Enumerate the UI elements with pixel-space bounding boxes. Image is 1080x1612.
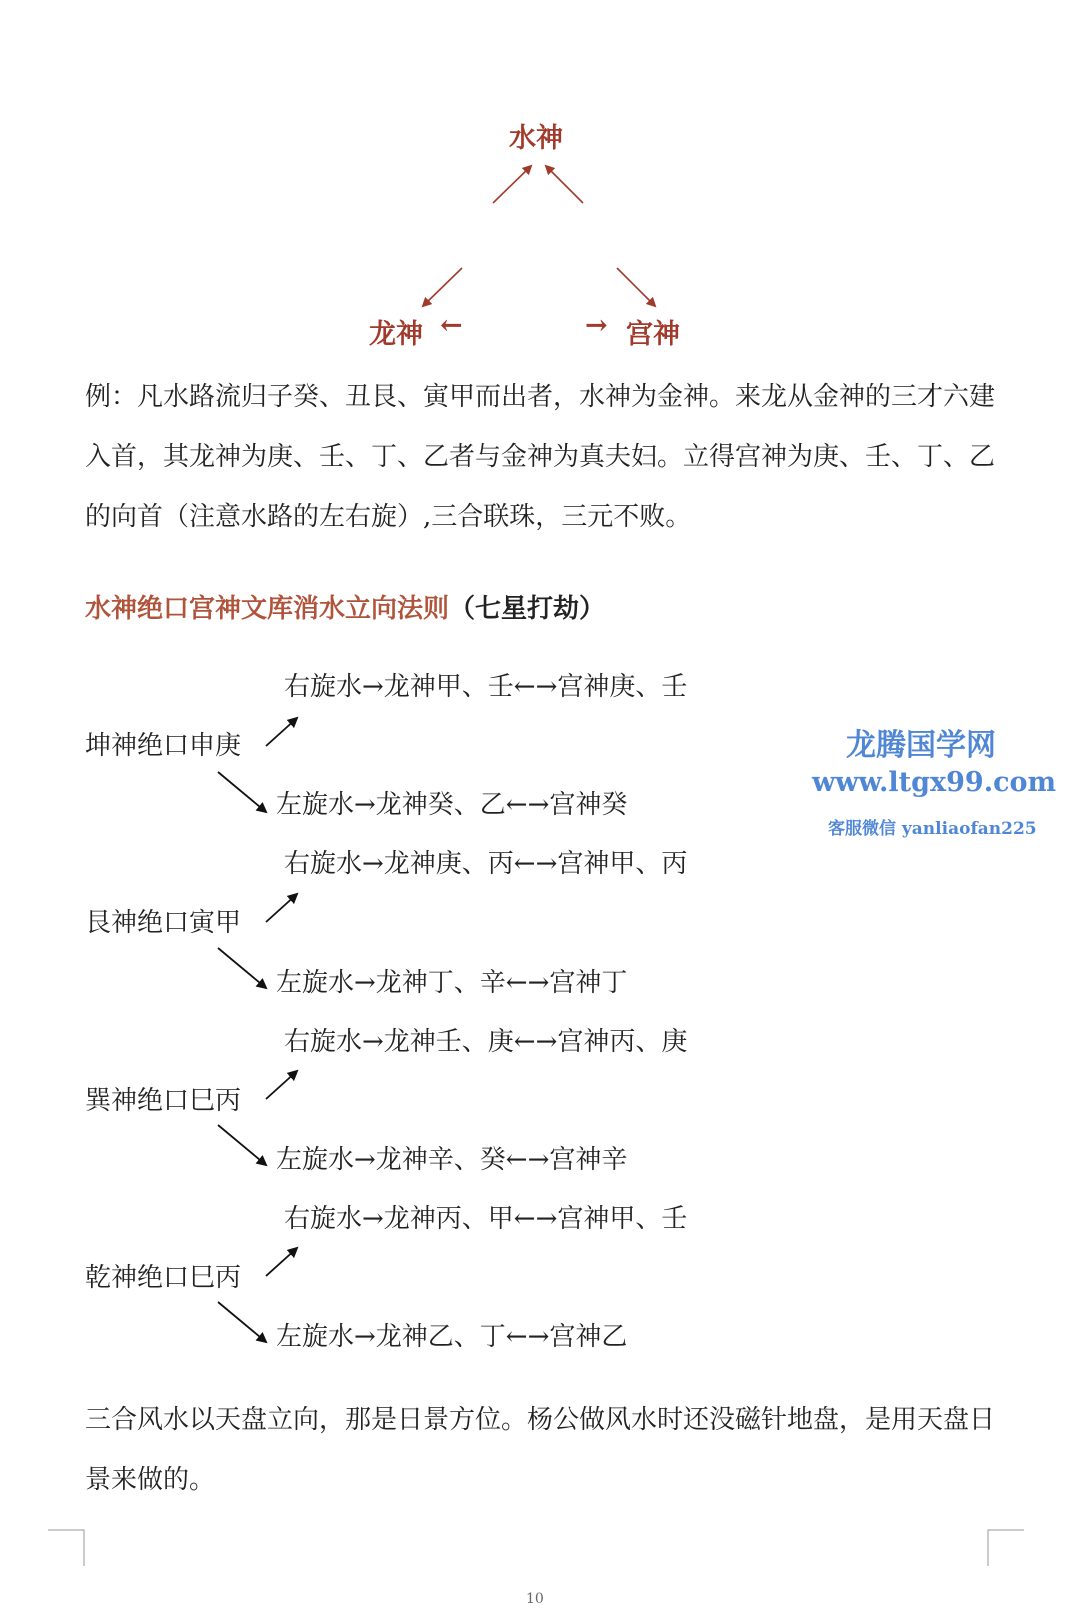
branch-down-arrow (218, 1302, 266, 1342)
rule-left-rotation: 左旋水→龙神丁、辛←→宫神丁 (276, 968, 628, 998)
diagram-top-label: 水神 (509, 123, 563, 154)
rule-origin: 巽神绝口巳丙 (85, 1086, 242, 1116)
rule-origin: 乾神绝口巳丙 (85, 1263, 242, 1293)
body-paragraph-1: 例：凡水路流归子癸、丑艮、寅甲而出者，水神为金神。来龙从金神的三才六建入首，其龙神为庚、壬、丁、乙者与金神为真夫妇。立得宫神为庚、壬、丁、乙的向首（注意水路的左右旋）,三合联珠，三元不败。 (85, 382, 996, 532)
watermark-url: www.ltgx99.com (812, 767, 1057, 798)
section-heading (85, 588, 605, 625)
section-heading-title: 水神绝口宫神文库消水立向法则 (85, 594, 450, 624)
rule-right-rotation: 右旋水→龙神壬、庚←→宫神丙、庚 (284, 1027, 688, 1057)
arrow-up-left (493, 166, 531, 203)
branch-up-arrow (266, 894, 297, 922)
diagram-right-label: 宫神 (626, 319, 680, 350)
watermark-site-name: 龙腾国学网 (846, 728, 996, 763)
diagram-left-label: 龙神 (369, 319, 423, 350)
page-number: 10 (526, 1591, 544, 1607)
diagram-left-arrow: ← (440, 310, 463, 341)
branch-down-arrow (218, 948, 266, 988)
branch-up-arrow (266, 1071, 297, 1099)
arrow-down-left (423, 268, 462, 306)
corner-mark-right (988, 1530, 1024, 1566)
rule-right-rotation: 右旋水→龙神甲、壬←→宫神庚、壬 (284, 672, 688, 702)
branch-up-arrow (266, 1248, 297, 1276)
body-paragraph-2: 三合风水以天盘立向，那是日景方位。杨公做风水时还没磁针地盘，是用天盘日景来做的。 (85, 1405, 996, 1495)
corner-mark-left (48, 1530, 84, 1566)
arrow-down-right (617, 268, 655, 306)
rule-left-rotation: 左旋水→龙神辛、癸←→宫神辛 (276, 1145, 628, 1175)
rule-left-rotation: 左旋水→龙神乙、丁←→宫神乙 (276, 1322, 628, 1352)
watermark-contact: 客服微信 yanliaofan225 (828, 819, 1037, 839)
branch-down-arrow (218, 1125, 266, 1165)
section-heading-suffix: （七星打劫） (449, 594, 606, 624)
rule-origin: 艮神绝口寅甲 (85, 908, 242, 938)
diagram-right-arrow: → (585, 310, 608, 341)
branch-down-arrow (218, 772, 266, 812)
branch-up-arrow (266, 718, 297, 746)
rule-left-rotation: 左旋水→龙神癸、乙←→宫神癸 (276, 790, 628, 820)
rule-right-rotation: 右旋水→龙神丙、甲←→宫神甲、壬 (284, 1204, 688, 1234)
rule-right-rotation: 右旋水→龙神庚、丙←→宫神甲、丙 (284, 849, 688, 879)
rule-origin: 坤神绝口申庚 (85, 731, 242, 761)
arrow-up-right (546, 166, 583, 203)
